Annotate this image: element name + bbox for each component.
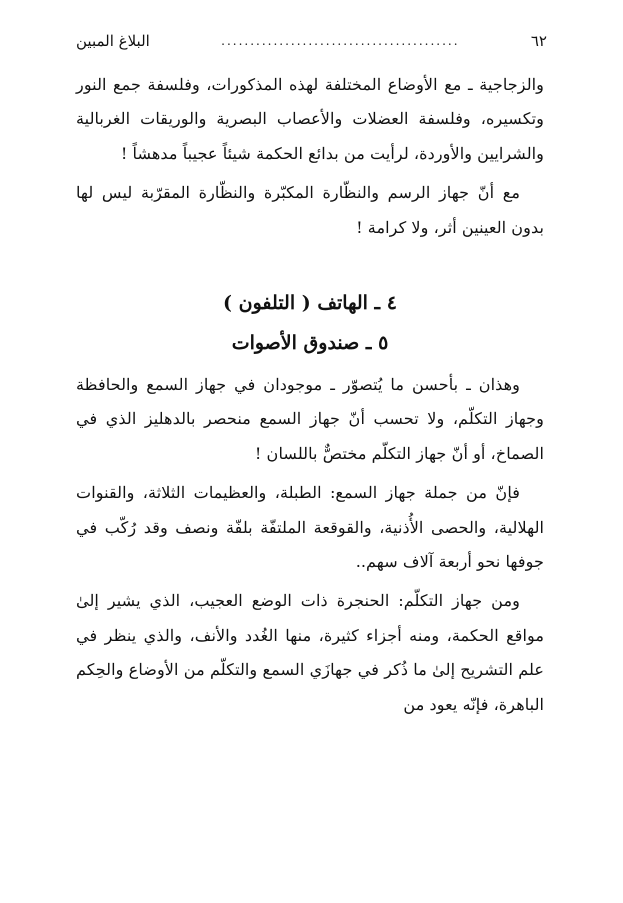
section-heading-telephone: ٤ ـ الهاتف ( التلفون )	[223, 292, 397, 315]
paragraph-hearing-speech: وهذان ـ بأحسن ما يُتصوّر ـ موجودان في جهاز السمع والحافظة وجهاز التكلّم، ولا تحسب أنّ جهاز السمع منحصر بالدهليز الذي في الصماخ، أو أنّ جهاز التكلّم مختصٌّ باللسان !	[76, 375, 544, 463]
paragraph-speech-parts: ومن جهاز التكلّم: الحنجرة ذات الوضع العجيب، الذي يشير إلىٰ مواقع الحكمة، ومنه أجزاء كثيرة، منها الغُدد والأنف، والذي ينظر في علم التشريح إلىٰ ما ذُكر في جهازَي السمع والتكلّم من الأوضاع والحِكم الباهرة، فإنّه يعود من	[76, 591, 544, 714]
page-body	[76, 68, 544, 722]
paragraph-devices: مع أنّ جهاز الرسم والنظّارة المكبّرة والنظّارة المقرّبة ليس لها بدون العينين أثر، ولا كرامة !	[76, 183, 544, 237]
book-title: البلاغ المبين	[76, 32, 150, 50]
running-header	[76, 30, 547, 52]
section-heading-sound-box: ٥ ـ صندوق الأصوات	[231, 332, 389, 355]
paragraph-continuation: والزجاجية ـ مع الأوضاع المختلفة لهذه المذكورات، وفلسفة جمع النور وتكسيره، وفلسفة العضلات والأعصاب البصرية والوريقات الغربالية والشرايين والأوردة، لرأيت من بدائع الحكمة شيئاً عجيباً مدهشاً !	[76, 75, 544, 163]
dot-leader: .........................................	[221, 34, 460, 48]
paragraph-hearing-parts: فإنّ من جملة جهاز السمع: الطبلة، والعظيمات الثلاثة، والقنوات الهلالية، والحصى الأُذنية، والقوقعة الملتفّة بلفّة ونصف وقد رُكّب في جوفها نحو أربعة آلاف سهم..	[76, 483, 544, 572]
page-number: ٦٢	[530, 32, 547, 50]
